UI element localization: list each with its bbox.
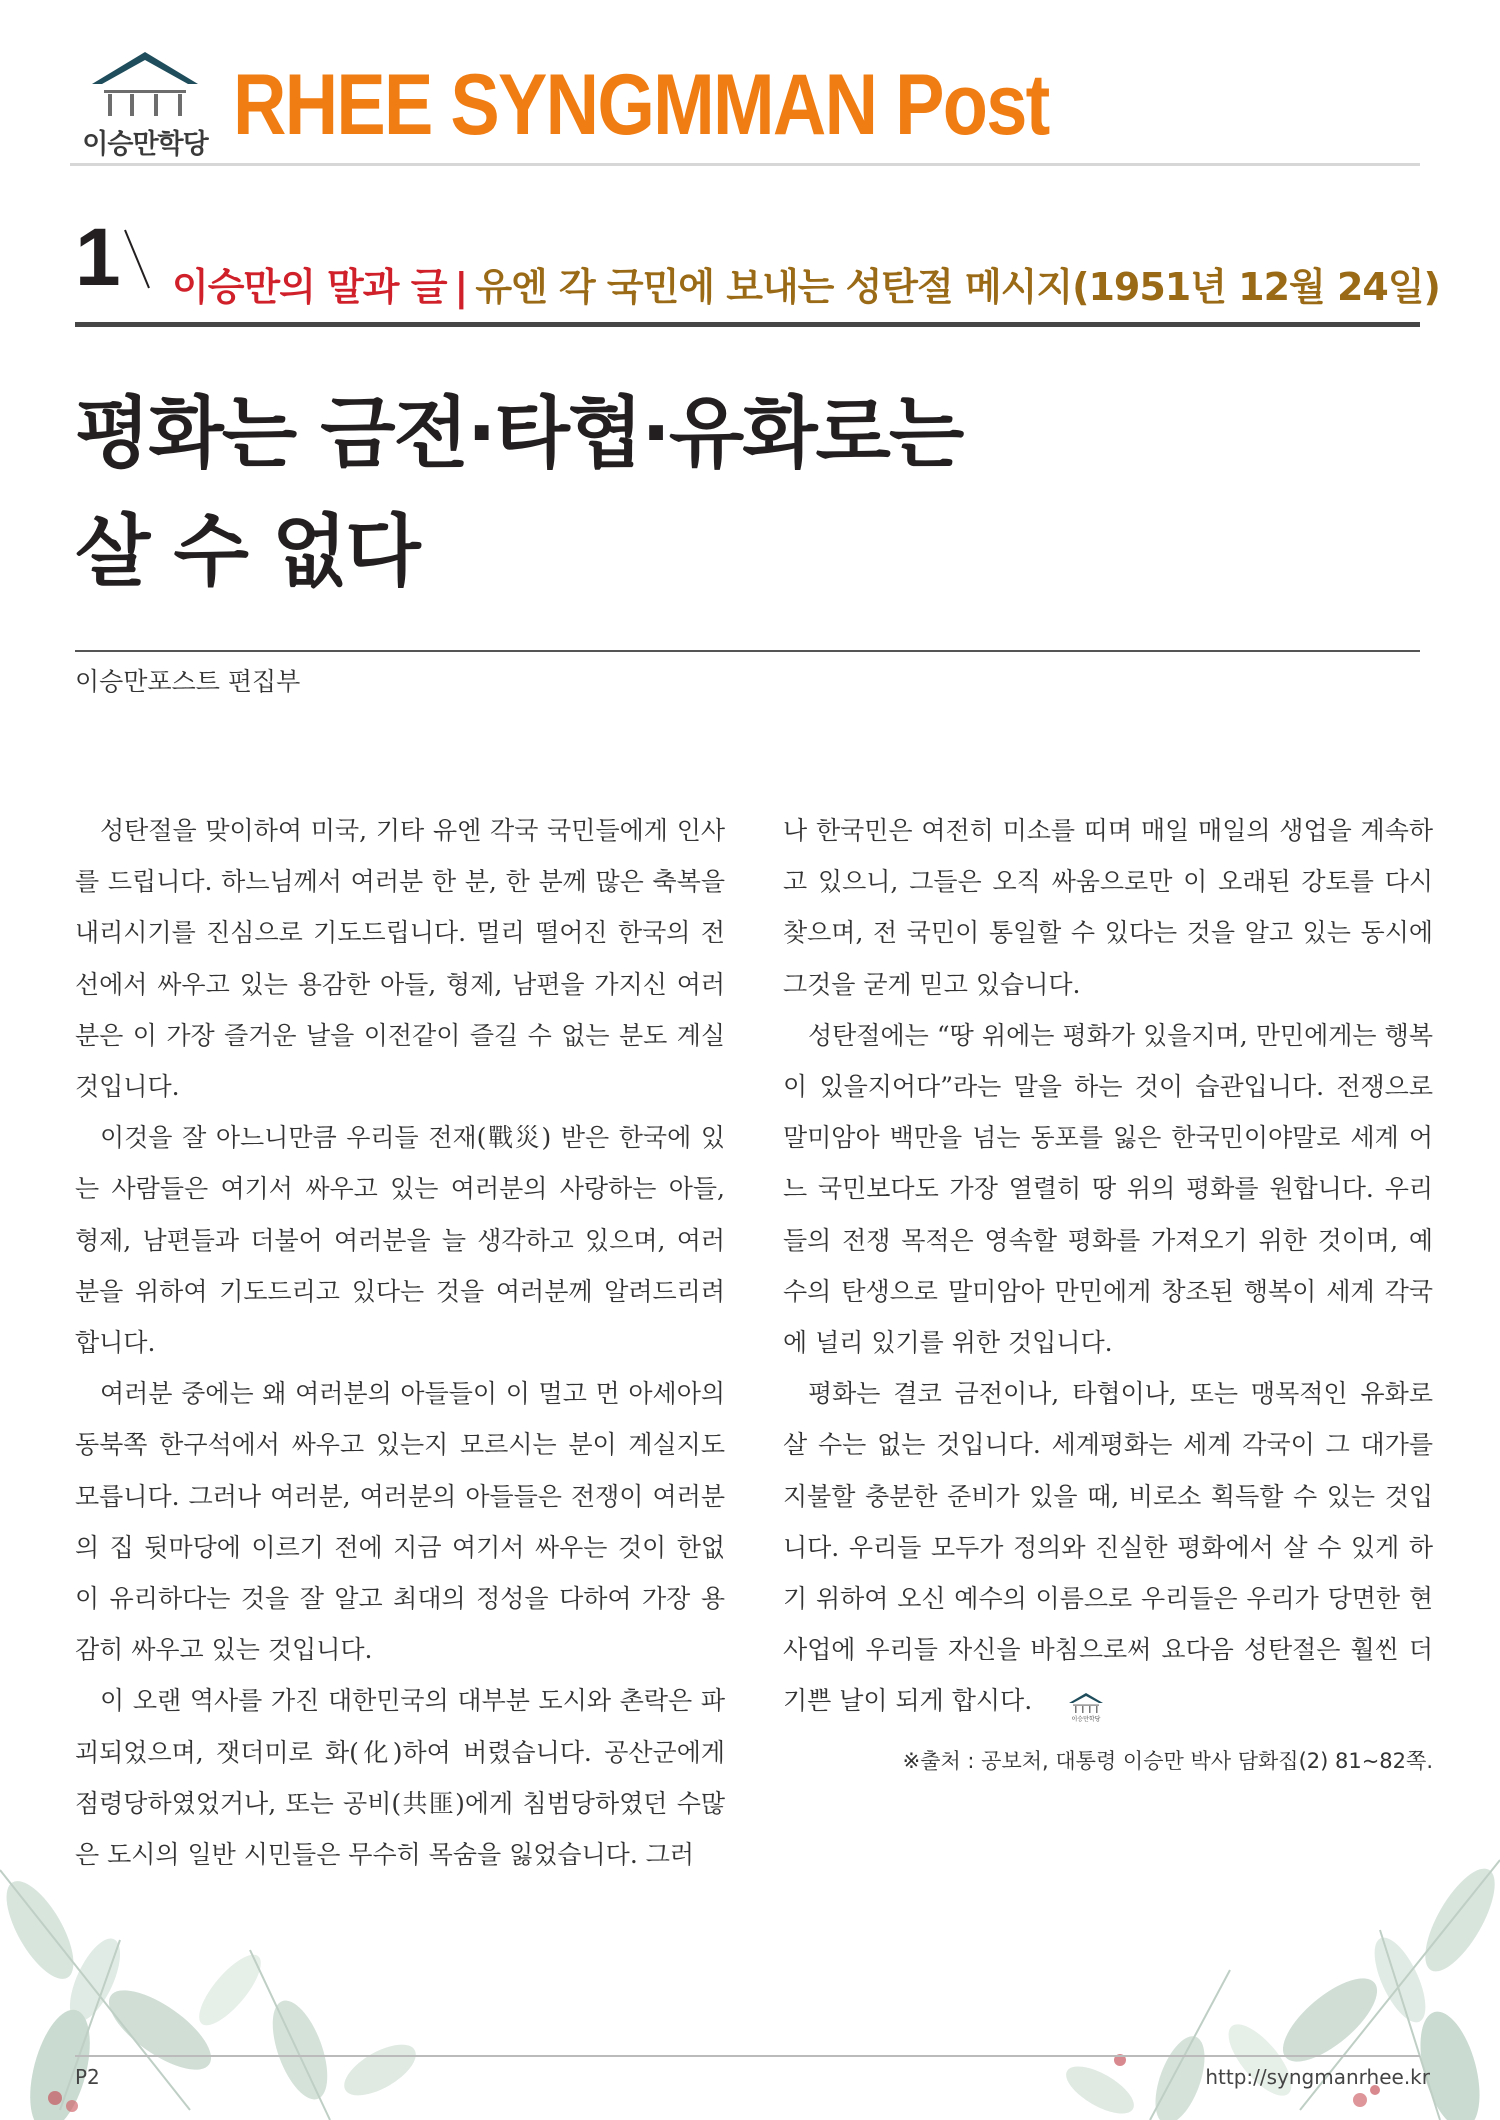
section-series: 이승만의 말과 글 bbox=[172, 265, 447, 309]
body-paragraph: 성탄절을 맞이하여 미국, 기타 유엔 각국 국민들에게 인사를 드립니다. 하느님께서 여러분 한 분, 한 분께 많은 축복을 내리시기를 진심으로 기도드립니다. 멀리 떨어진 한국의 전선에서 싸우고 있는 용감한 아들, 형제, 남편을 가지신 여러분은 이 가장 즐거운 날을 이전같이 즐길 수 없는 분도 계실 것입니다. bbox=[75, 816, 725, 1102]
publication-title: RHEE SYNGMMAN Post bbox=[233, 57, 1049, 153]
body-paragraph: 이 오랜 역사를 가진 대한민국의 대부분 도시와 촌락은 파괴되었으며, 잿더미로 화(化)하여 버렸습니다. 공산군에게 점령당하였었거나, 또는 공비(共匪)에게 침범당하였던 수많은 도시의 일반 시민들은 무수히 목숨을 잃었습니다. 그러 bbox=[75, 1686, 725, 1870]
source-citation: ※출처 : 공보처, 대통령 이승만 박사 담화집(2) 81~82쪽. bbox=[902, 1749, 1433, 1773]
section-subtitle: 유엔 각 국민에 보내는 성탄절 메시지(1951년 12월 24일) bbox=[475, 265, 1440, 309]
website-link[interactable]: http://syngmanrhee.kr bbox=[1205, 2065, 1430, 2089]
section-separator: | bbox=[454, 265, 468, 309]
body-paragraph: 성탄절에는 “땅 위에는 평화가 있을지며, 만민에게는 행복이 있을지어다”라는 말을 하는 것이 습관입니다. 전쟁으로 말미암아 백만을 넘는 동포를 잃은 한국민이야말로 세계 어느 국민보다도 가장 열렬히 땅 위의 평화를 원합니다. 우리들의 전쟁 목적은 영속할 평화를 가져오기 위한 것이며, 예수의 탄생으로 말미암아 만민에게 창조된 행복이 세계 각국에 널리 있기를 위한 것입니다. bbox=[783, 1020, 1433, 1358]
house-logo-icon bbox=[88, 50, 202, 120]
end-mark-logo-icon bbox=[1042, 1688, 1101, 1722]
body-paragraph: 여러분 중에는 왜 여러분의 아들들이 이 멀고 먼 아세아의 동북쪽 한구석에서 싸우고 있는지 모르시는 분이 계실지도 모릅니다. 그러나 여러분, 여러분의 아들들은 전쟁이 여러분의 집 뒷마당에 이르기 전에 지금 여기서 싸우는 것이 한없이 유리하다는 것을 잘 알고 최대의 정성을 다하여 가장 용감히 싸우고 있는 것입니다. bbox=[75, 1379, 725, 1665]
body-column-right bbox=[783, 805, 1433, 1727]
body-column-left bbox=[75, 805, 725, 1880]
final-paragraph-text: 평화는 결코 금전이나, 타협이나, 또는 맹목적인 유화로 살 수는 없는 것입니다. 세계평화는 세계 각국이 그 대가를 지불할 충분한 준비가 있을 때, 비로소 획득할 수 있는 것입니다. 우리들 모두가 정의와 진실한 평화에서 살 수 있게 하기 위하여 오신 예수의 이름으로 우리들은 우리가 당면한 현 사업에 우리들 자신을 바침으로써 요다음 성탄절은 훨씬 더 기쁜 날이 되게 합시다. bbox=[783, 1379, 1433, 1716]
section-slash-icon bbox=[122, 228, 152, 290]
masthead-divider bbox=[70, 163, 1420, 166]
body-paragraph: 이것을 잘 아느니만큼 우리들 전재(戰災) 받은 한국에 있는 사람들은 여기서 싸우고 있는 여러분의 사랑하는 아들, 형제, 남편들과 더불어 여러분을 늘 생각하고 있으며, 여러분을 위하여 기도드리고 있다는 것을 여러분께 알려드리려 합니다. bbox=[75, 1123, 725, 1358]
headline-line-2: 살 수 없다 bbox=[75, 507, 419, 597]
page-number: P2 bbox=[75, 2065, 100, 2089]
section-number: 1 bbox=[75, 212, 121, 303]
end-mark-text: 이승만학당 bbox=[1071, 1715, 1101, 1722]
footer-divider bbox=[75, 2055, 1420, 2057]
body-paragraph-final bbox=[783, 1368, 1433, 1726]
headline-divider bbox=[75, 650, 1420, 652]
byline: 이승만포스트 편집부 bbox=[75, 667, 301, 696]
section-heading bbox=[172, 256, 1440, 311]
logo[interactable] bbox=[70, 50, 220, 160]
section-divider bbox=[75, 322, 1420, 327]
logo-text: 이승만학당 bbox=[82, 129, 208, 160]
body-paragraph-continued: 나 한국민은 여전히 미소를 띠며 매일 매일의 생업을 계속하고 있으니, 그들은 오직 싸움으로만 이 오래된 강토를 다시 찾으며, 전 국민이 통일할 수 있다는 것을 알고 있는 동시에 그것을 굳게 믿고 있습니다. bbox=[783, 816, 1433, 999]
headline-line-1: 평화는 금전·타협·유화로는 bbox=[75, 389, 963, 479]
article-headline bbox=[75, 375, 1415, 611]
masthead bbox=[70, 45, 1420, 165]
